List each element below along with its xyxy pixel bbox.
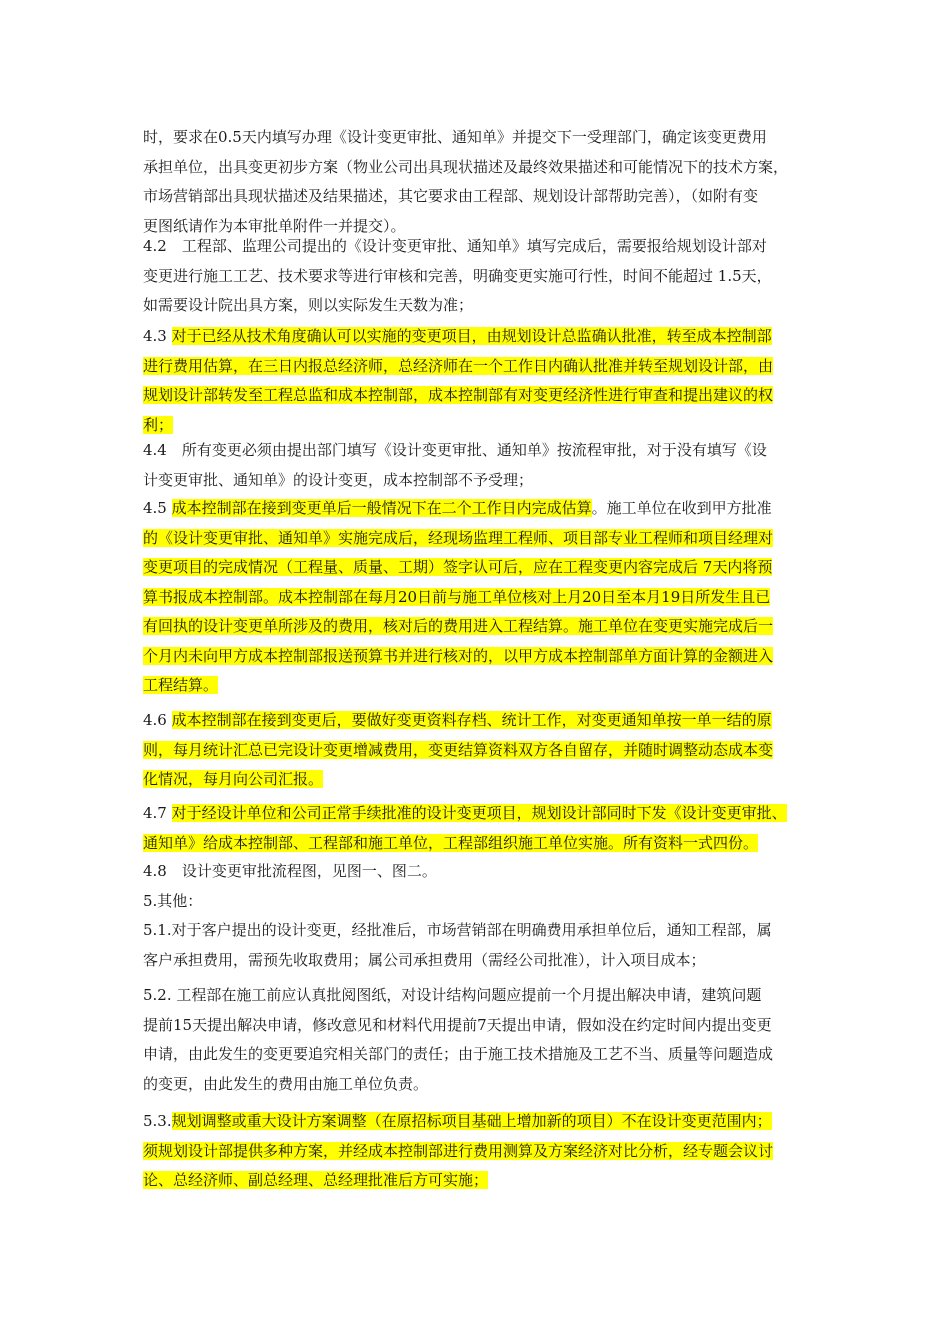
paragraph — [143, 232, 863, 321]
text-line — [143, 322, 863, 352]
text-line — [143, 736, 863, 766]
text-line — [143, 642, 863, 672]
clause-number: 4.6 — [143, 711, 172, 729]
text-line — [143, 466, 863, 496]
highlighted-text: 进行费用估算，在三日内报总经济师，总经济师在一个工作日内确认批准并转至规划设计部，由 — [143, 356, 774, 375]
highlighted-text: 成本控制部在接到变更单后一般情况下在二个工作日内完成估算 — [171, 499, 592, 517]
text-line — [143, 352, 863, 382]
highlighted-text: 的《设计变更审批、通知单》实施完成后，经现场监理工程师、项目部专业工程师和项目经理对 — [143, 528, 774, 547]
line-text: 5.其他： — [143, 891, 203, 910]
text-line — [143, 494, 863, 524]
line-text: 时，要求在0.5天内填写办理《设计变更审批、通知单》并提交下一受理部门，确定该变更费用 — [143, 128, 767, 146]
line-text: 变更进行施工工艺、技术要求等进行审核和完善，明确变更实施可行性，时间不能超过 1.5天， — [143, 266, 772, 285]
line-text: 计变更审批、通知单》的设计变更，成本控制部不予受理； — [143, 470, 534, 489]
text-line — [143, 829, 863, 859]
highlighted-text: 须规划设计部提供多种方案，并经成本控制部进行费用测算及方案经济对比分析，经专题会议讨 — [143, 1141, 774, 1160]
text-line — [143, 123, 863, 153]
highlighted-text: 通知单》给成本控制部、工程部和施工单位，工程部组织施工单位实施。所有资料一式四份。 — [143, 833, 759, 852]
line-text: 如需要设计院出具方案，则以实际发生天数为准； — [143, 296, 474, 314]
highlighted-text: 利； — [143, 415, 174, 434]
line-text: 提前15天提出解决申请，修改意见和材料代用提前7天提出申请，假如没在约定时间内提出变更 — [143, 1015, 772, 1034]
text-line — [143, 291, 863, 321]
line-text: 市场营销部出具现状描述及结果描述，其它要求由工程部、规划设计部帮助完善），（如附有变 — [143, 187, 759, 205]
text-line — [143, 262, 863, 292]
paragraph — [143, 494, 863, 701]
paragraph — [143, 857, 863, 975]
highlighted-text: 个月内未向甲方成本控制部报送预算书并进行核对的，以甲方成本控制部单方面计算的金额进入 — [143, 646, 774, 665]
paragraph — [143, 322, 863, 440]
highlighted-text: 有回执的设计变更单所涉及的费用，核对后的费用进入工程结算。施工单位在变更实施完成后一 — [143, 617, 774, 635]
text-line — [143, 153, 863, 183]
text-line — [143, 799, 863, 829]
highlighted-text: 对于经设计单位和公司正常手续批准的设计变更项目，规划设计部同时下发《设计变更审批、 — [171, 804, 787, 822]
text-line — [143, 583, 863, 613]
paragraph — [143, 799, 863, 858]
text-line — [143, 232, 863, 262]
text-line — [143, 612, 863, 642]
text-line — [143, 671, 863, 701]
highlighted-text: 规划设计部转发至工程总监和成本控制部，成本控制部有对变更经济性进行审查和提出建议的权 — [143, 386, 774, 404]
text-line — [143, 765, 863, 795]
paragraph — [143, 981, 863, 1099]
paragraph — [143, 1107, 863, 1196]
line-text: 4.2 工程部、监理公司提出的《设计变更审批、通知单》填写完成后，需要报给规划设计部对 — [143, 237, 767, 255]
text-line — [143, 1040, 863, 1070]
paragraph — [143, 123, 863, 241]
text-line — [143, 381, 863, 411]
highlighted-text: 对于已经从技术角度确认可以实施的变更项目，由规划设计总监确认批准，转至成本控制部 — [171, 327, 772, 345]
text-line — [143, 916, 863, 946]
clause-number: 5.3. — [143, 1112, 172, 1130]
highlighted-text: 规划调整或重大设计方案调整（在原招标项目基础上增加新的项目）不在设计变更范围内； — [171, 1112, 772, 1130]
paragraph — [143, 436, 863, 495]
text-line — [143, 706, 863, 736]
text-line — [143, 1137, 863, 1167]
line-text: 更图纸请作为本审批单附件一并提交）。 — [143, 216, 406, 235]
clause-number: 4.5 — [143, 499, 172, 517]
highlighted-text: 工程结算。 — [143, 676, 219, 694]
text-line — [143, 1166, 863, 1196]
clause-number: 4.3 — [143, 327, 172, 345]
text-line — [143, 553, 863, 583]
line-text: 5.1.对于客户提出的设计变更，经批准后，市场营销部在明确费用承担单位后，通知工程部，属 — [143, 921, 772, 939]
highlighted-text: 成本控制部在接到变更后，要做好变更资料存档、统计工作，对变更通知单按一单一结的原 — [171, 711, 772, 729]
paragraph — [143, 706, 863, 795]
line-text: 客户承担费用，需预先收取费用；属公司承担费用（需经公司批准），计入项目成本； — [143, 950, 706, 969]
clause-number: 4.7 — [143, 804, 172, 822]
line-text: 5.2. 工程部在施工前应认真批阅图纸，对设计结构问题应提前一个月提出解决申请，建筑问题 — [143, 986, 762, 1004]
line-text: 申请，由此发生的变更要追究相关部门的责任；由于施工技术措施及工艺不当、质量等问题造成 — [143, 1045, 774, 1063]
text-line — [143, 524, 863, 554]
text-line — [143, 946, 863, 976]
text-line — [143, 1107, 863, 1137]
text-line — [143, 182, 863, 212]
highlighted-text: 化情况，每月向公司汇报。 — [143, 770, 324, 788]
line-text: 的变更，由此发生的费用由施工单位负责。 — [143, 1074, 429, 1093]
line-text: 4.8 设计变更审批流程图，见图一、图二。 — [143, 862, 437, 880]
text-line — [143, 1011, 863, 1041]
text-line — [143, 981, 863, 1011]
highlighted-text: 变更项目的完成情况（工程量、质量、工期）签字认可后，应在工程变更内容完成后 7天内将预 — [143, 558, 773, 576]
text-line — [143, 887, 863, 917]
line-text: 承担单位，出具变更初步方案（物业公司出具现状描述及最终效果描述和可能情况下的技术方案， — [143, 157, 789, 176]
text-line — [143, 1070, 863, 1100]
text-line — [143, 436, 863, 466]
line-text: 。施工单位在收到甲方批准 — [591, 499, 772, 517]
highlighted-text: 算书报成本控制部。成本控制部在每月20日前与施工单位核对上月20日至本月19日所发生且已 — [143, 587, 771, 606]
line-text: 4.4 所有变更必须由提出部门填写《设计变更审批、通知单》按流程审批，对于没有填写《设 — [143, 441, 767, 459]
highlighted-text: 则，每月统计汇总已完设计变更增减费用，变更结算资料双方各自留存，并随时调整动态成本变 — [143, 740, 774, 759]
highlighted-text: 论、总经济师、副总经理、总经理批准后方可实施； — [143, 1171, 489, 1189]
text-line — [143, 857, 863, 887]
